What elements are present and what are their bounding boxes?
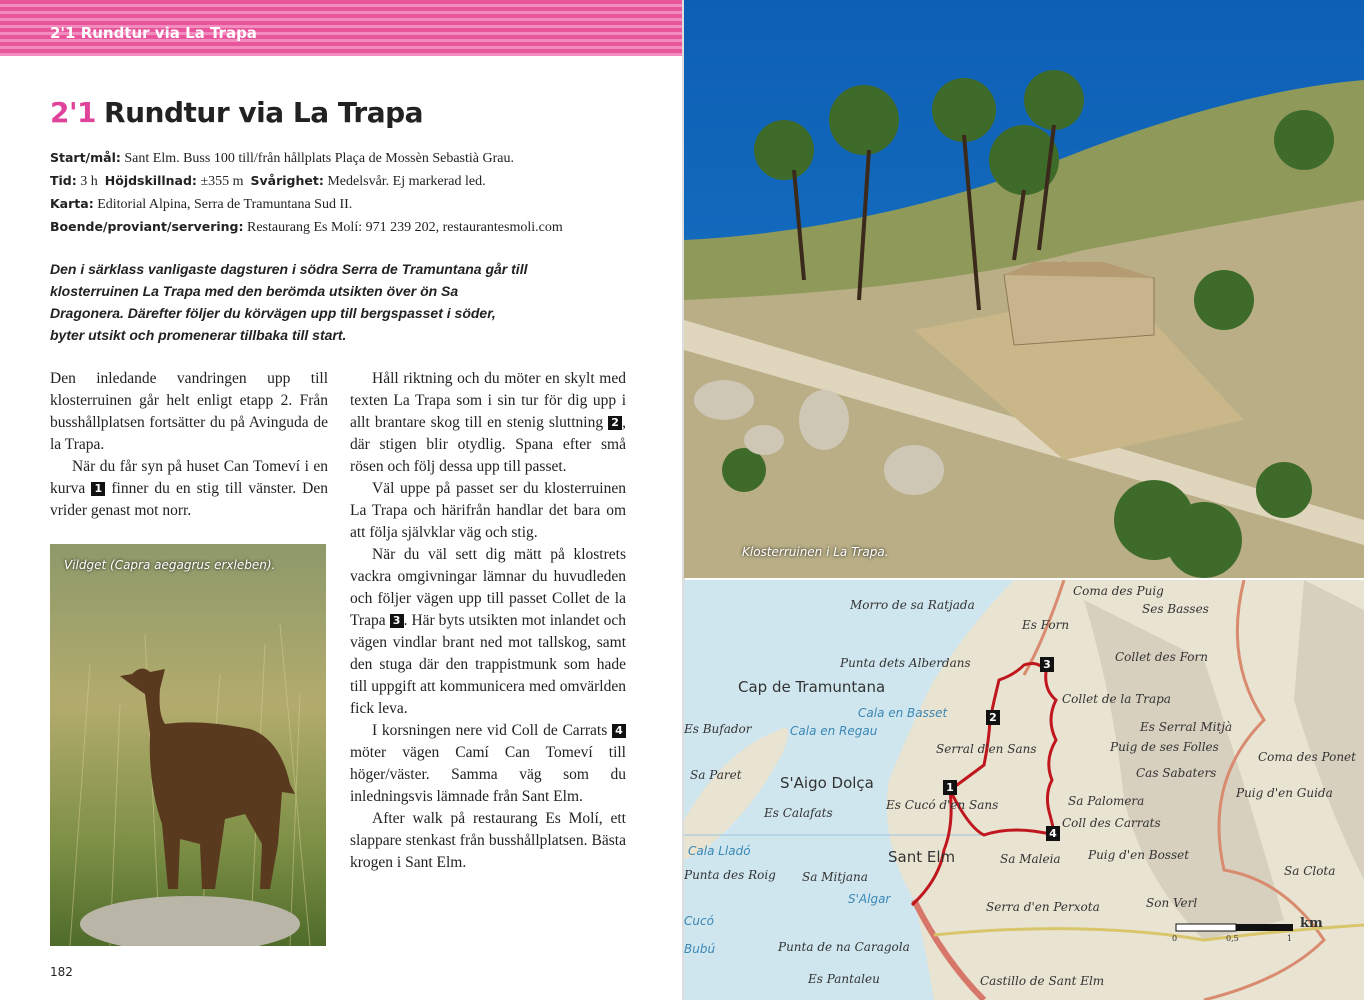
route-title: Rundtur via La Trapa <box>104 96 424 129</box>
scale-half: 0,5 <box>1226 934 1239 943</box>
body-column-2 <box>350 368 626 874</box>
map-label: Sa Maleia <box>1000 852 1061 866</box>
map-marker-3: 3 <box>1040 657 1054 672</box>
paragraph: After walk på restaurang Es Molí, ett slappare stenkast från busshållplatsen. Bästa krogen i Sant Elm. <box>350 810 626 871</box>
map-label: Collet de la Trapa <box>1062 692 1171 706</box>
map-label: Serra d'en Perxota <box>986 900 1100 914</box>
map-label: Cap de Tramuntana <box>738 678 886 696</box>
map-label: Collet des Forn <box>1115 650 1208 664</box>
map-label: Bubú <box>684 942 716 956</box>
map-label: Cala Lladó <box>688 844 751 858</box>
map-label: Cas Sabaters <box>1136 766 1217 780</box>
page-title <box>50 96 423 129</box>
map-label: Punta de na Caragola <box>778 940 910 954</box>
map-label: Coma des Puig <box>1073 584 1164 598</box>
scale-bar <box>1176 924 1293 931</box>
scale-one: 1 <box>1287 934 1293 943</box>
map-label: Es Bufador <box>684 722 752 736</box>
map-label: Es Forn <box>1022 618 1070 632</box>
route-number: 2'1 <box>50 96 97 129</box>
scale-zero: 0 <box>1172 934 1178 943</box>
paragraph: När du väl sett dig mätt på klostrets vackra omgivningar lämnar du huvudleden och följer vägen upp till passet Collet de la Trapa 3 . Här byts utsikten mot inlandet och vägen vindlar brant ned mot tallskog, samt den stuga där den trappistmunk som hade till uppgift att kommunicera med omvärlden fick leva. <box>350 546 626 717</box>
waypoint-marker: 2 <box>608 416 622 430</box>
map-label: Es Pantaleu <box>808 972 880 986</box>
waypoint-marker: 3 <box>390 614 404 628</box>
fact-time: Tid: 3 h Höjdskillnad: ±355 m Svårighet: Medelsvår. Ej markerad led. <box>50 173 486 189</box>
map-label: Sa Palomera <box>1068 794 1145 808</box>
waypoint-marker: 1 <box>91 482 105 496</box>
la-trapa-photo <box>684 0 1364 578</box>
map-label: Puig de ses Folles <box>1110 740 1219 754</box>
running-title: 2'1 Rundtur via La Trapa <box>50 24 257 42</box>
map-label: S'Algar <box>848 892 891 906</box>
map-label: Son Verl <box>1146 896 1198 910</box>
map-label: Cala en Basset <box>858 706 948 720</box>
photo-caption: Klosterruinen i La Trapa. <box>742 545 889 559</box>
map-label: S'Aigo Dolça <box>780 774 874 792</box>
map-label: Sa Mitjana <box>802 870 868 884</box>
map-marker-4: 4 <box>1046 826 1060 841</box>
paragraph: Den inledande vandringen upp till klosterruinen går helt enligt etapp 2. Från busshållplatsen fortsätter du på Avinguda de la Trapa. <box>50 370 328 453</box>
waypoint-marker: 4 <box>612 724 626 738</box>
body-column-1 <box>50 368 328 946</box>
map-marker-1: 1 <box>943 780 957 795</box>
map-label: Punta dets Alberdans <box>840 656 971 670</box>
goat-photo <box>50 544 326 946</box>
scale-unit: km <box>1300 916 1323 931</box>
route-facts <box>50 147 680 239</box>
map-label: Es Cucó d'en Sans <box>886 798 999 812</box>
map-label: Es Calafats <box>764 806 833 820</box>
map-label: Sa Paret <box>690 768 742 782</box>
page-number: 182 <box>50 965 73 979</box>
map-label: Puig d'en Bosset <box>1088 848 1190 862</box>
map-label: Coll des Carrats <box>1062 816 1161 830</box>
map-label: Sa Clota <box>1284 864 1336 878</box>
map-label: Coma des Ponet <box>1258 750 1356 764</box>
paragraph: I korsningen nere vid Coll de Carrats 4 möter vägen Camí Can Tomeví till höger/väster. Samma väg som du inledningsvis lämnade från Sant Elm. <box>350 722 626 805</box>
map-label: Morro de sa Ratjada <box>850 598 975 612</box>
map-label: Puig d'en Guida <box>1236 786 1333 800</box>
goat-caption: Vildget (Capra aegagrus erxleben). <box>64 558 276 572</box>
fact-start: Start/mål: Sant Elm. Buss 100 till/från hållplats Plaça de Mossèn Sebastià Grau. <box>50 150 514 166</box>
fact-map: Karta: Editorial Alpina, Serra de Tramuntana Sud II. <box>50 196 353 212</box>
map-label: Ses Basses <box>1142 602 1209 616</box>
map-label: Punta des Roig <box>684 868 776 882</box>
paragraph: När du får syn på huset Can Tomeví i en kurva 1 finner du en stig till vänster. Den vrider genast mot norr. <box>50 458 328 519</box>
paragraph: Håll riktning och du möter en skylt med texten La Trapa som i sin tur för dig upp i allt brantare skog till en stenig sluttning 2 , där stigen blir otydlig. Spana efter små rösen och följ dessa upp till passet. <box>350 370 626 475</box>
running-header <box>0 0 684 56</box>
paragraph: Väl uppe på passet ser du klosterruinen La Trapa och härifrån handlar det bara om att följa självklar väg och stig. <box>350 480 626 541</box>
route-map <box>684 580 1364 1000</box>
map-label: Es Serral Mitjà <box>1140 720 1233 734</box>
map-label: Serral d'en Sans <box>936 742 1037 756</box>
map-label: Cucó <box>684 914 714 928</box>
map-label: Cala en Regau <box>790 724 878 738</box>
intro-paragraph: Den i särklass vanligaste dagsturen i södra Serra de Tramuntana går till klosterruinen La Trapa med den berömda utsikten över ön Sa Dragonera. Därefter följer du körvägen upp till bergspasset i söder, byter utsikt och promenerar tillbaka till start. <box>50 261 528 343</box>
map-label: Castillo de Sant Elm <box>980 974 1105 988</box>
map-label: Sant Elm <box>888 848 956 866</box>
map-marker-2: 2 <box>986 710 1000 725</box>
fact-food: Boende/proviant/servering: Restaurang Es Molí: 971 239 202, restaurantesmoli.com <box>50 219 563 235</box>
